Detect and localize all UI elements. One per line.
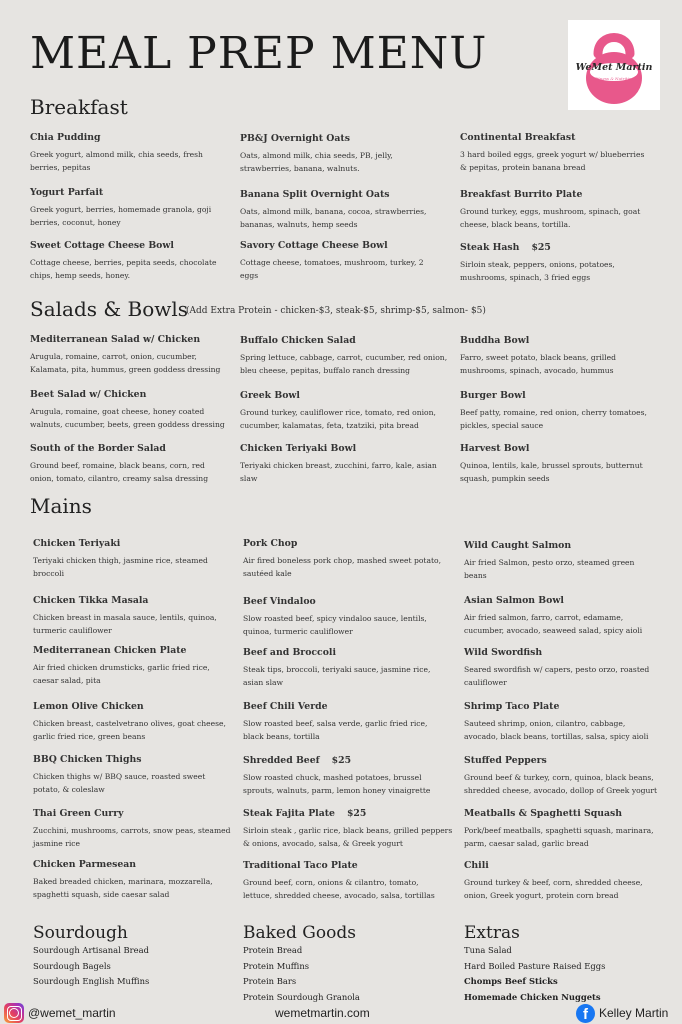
menu-item: Chicken Teriyaki Teriyaki chicken thigh, jasmine rice, steamed broccoli — [33, 538, 208, 578]
page-title: MEAL PREP MENU — [30, 28, 488, 79]
list-item: Protein Muffins — [243, 960, 310, 971]
menu-item: Breakfast Burrito Plate Ground turkey, eggs, mushroom, spinach, goat cheese, black beans, tortilla. — [460, 189, 641, 229]
menu-item: Chia Pudding Greek yogurt, almond milk, chia seeds, fresh berries, pepitas — [30, 132, 203, 172]
section-title-baked-goods: Baked Goods — [243, 923, 356, 943]
instagram-handle[interactable]: @wemet_martin — [4, 1003, 116, 1023]
menu-item: Chicken Teriyaki Bowl Teriyaki chicken breast, zucchini, farro, kale, asian slaw — [240, 443, 437, 483]
menu-item: Chili Ground turkey & beef, corn, shredded cheese, onion, Greek yogurt, protein corn bread — [464, 860, 643, 900]
menu-item: Chicken Parmesean Baked breaded chicken, marinara, mozzarella, spaghetti squash, side caesar salad — [33, 859, 213, 899]
menu-item: Pork Chop Air fired boneless pork chop, mashed sweet potato, sautéed kale — [243, 538, 442, 578]
menu-item: Buffalo Chicken Salad Spring lettuce, cabbage, carrot, cucumber, red onion, bleu cheese, pepitas, buffalo ranch dressing — [240, 335, 448, 375]
menu-item: Continental Breakfast 3 hard boiled eggs, greek yogurt w/ blueberries & pepitas, protein banana bread — [460, 132, 645, 172]
menu-item: Sweet Cottage Cheese Bowl Cottage cheese, berries, pepita seeds, chocolate chips, hemp seeds, honey. — [30, 240, 217, 280]
menu-item: Traditional Taco Plate Ground beef, corn, onions & cilantro, tomato, lettuce, shredded cheese, avocado, salsa, tortillas — [243, 860, 435, 900]
logo — [568, 20, 660, 110]
facebook-icon: f — [576, 1004, 595, 1023]
extra-protein-note: (Add Extra Protein - chicken-$3, steak-$5, shrimp-$5, salmon- $5) — [186, 306, 486, 316]
list-item: Protein Bread — [243, 945, 303, 955]
menu-item: Savory Cottage Cheese Bowl Cottage cheese, tomatoes, mushroom, turkey, 2 eggs — [240, 240, 424, 280]
menu-item: Beef Vindaloo Slow roasted beef, spicy vindaloo sauce, lentils, quinoa, turmeric cauliflower — [243, 596, 427, 636]
section-title-salads: Salads & Bowls — [30, 297, 189, 321]
logo-name: WeMet Martin — [575, 62, 653, 73]
price-badge: $25 — [331, 755, 352, 766]
menu-item: Steak Hash $25 Sirloin steak, peppers, onions, potatoes, mushrooms, spinach, 3 fried eggs — [460, 242, 615, 282]
list-item: Sourdough Bagels — [33, 960, 111, 971]
logo-tagline: Fitness & Nutrition — [594, 76, 634, 81]
menu-item: Chicken Tikka Masala Chicken breast in masala sauce, lentils, quinoa, turmeric cauliflower — [33, 595, 217, 635]
menu-item: BBQ Chicken Thighs Chicken thighs w/ BBQ sauce, roasted sweet potato, & coleslaw — [33, 754, 206, 794]
list-item: Homemade Chicken Nuggets — [464, 991, 601, 1002]
menu-item: Stuffed Peppers Ground beef & turkey, corn, quinoa, black beans, shredded cheese, avocado, dollop of Greek yogurt — [464, 755, 658, 795]
menu-item: South of the Border Salad Ground beef, romaine, black beans, corn, red onion, tomato, cilantro, creamy salsa dressing — [30, 443, 209, 483]
section-title-sourdough: Sourdough — [33, 923, 128, 943]
section-title-extras: Extras — [464, 923, 520, 943]
menu-item: Steak Fajita Plate $25 Sirloin steak , garlic rice, black beans, grilled peppers & onions, avocado, salsa, & Greek yogurt — [243, 808, 453, 848]
sourdough-section — [33, 923, 233, 990]
facebook-link[interactable]: f Kelley Martin — [576, 1003, 668, 1023]
list-item: Chomps Beef Sticks — [464, 976, 558, 986]
menu-item: Asian Salmon Bowl Air fried salmon, farro, carrot, edamame, cucumber, avocado, seaweed salad, spicy aioli — [464, 595, 643, 635]
menu-item: Burger Bowl Beef patty, romaine, red onion, cherry tomatoes, pickles, special sauce — [460, 390, 647, 430]
menu-item: Lemon Olive Chicken Chicken breast, castelvetrano olives, goat cheese, garlic fried rice, green beans — [33, 701, 226, 741]
list-item: Protein Bars — [243, 976, 297, 986]
menu-item: Beef Chili Verde Slow roasted beef, salsa verde, garlic fried rice, black beans, tortilla — [243, 701, 428, 741]
price-badge: $25 — [531, 242, 551, 253]
menu-item: Mediterranean Chicken Plate Air fried chicken drumsticks, garlic fried rice, caesar salad, pita — [33, 645, 210, 685]
menu-item: Meatballs & Spaghetti Squash Pork/beef meatballs, spaghetti squash, marinara, parm, caesar salad, garlic bread — [464, 808, 654, 848]
menu-item: Wild Caught Salmon Air fried Salmon, pesto orzo, steamed green beans — [464, 540, 635, 580]
extras-section — [464, 923, 664, 1005]
menu-item: Mediterranean Salad w/ Chicken Arugula, romaine, carrot, onion, cucumber, Kalamata, pita, hummus, green goddess dressing — [30, 334, 221, 374]
list-item: Protein Sourdough Granola — [243, 991, 360, 1002]
list-item: Sourdough Artisanal Bread — [33, 945, 149, 955]
section-title-mains: Mains — [30, 494, 92, 518]
menu-item: Beet Salad w/ Chicken Arugula, romaine, goat cheese, honey coated walnuts, cucumber, beets, green goddess dressing — [30, 389, 225, 429]
menu-item: Banana Split Overnight Oats Oats, almond milk, banana, cocoa, strawberries, bananas, walnuts, hemp seeds — [240, 189, 427, 229]
section-title-breakfast: Breakfast — [30, 95, 128, 119]
list-item: Sourdough English Muffins — [33, 976, 150, 986]
menu-item: Shredded Beef $25 Slow roasted chuck, mashed potatoes, brussel sprouts, walnuts, parm, lemon honey vinaigrette — [243, 755, 431, 795]
menu-item: Yogurt Parfait Greek yogurt, berries, homemade granola, goji berries, coconut, honey — [30, 187, 212, 227]
menu-item: Beef and Broccoli Steak tips, broccoli, teriyaki sauce, jasmine rice, asian slaw — [243, 647, 431, 687]
baked-goods-section — [243, 923, 443, 1005]
list-item: Tuna Salad — [464, 945, 512, 955]
list-item: Hard Boiled Pasture Raised Eggs — [464, 960, 606, 971]
menu-item: Shrimp Taco Plate Sauteed shrimp, onion, cilantro, cabbage, avocado, black beans, tortillas, salsa, spicy aioli — [464, 701, 649, 741]
menu-item: PB&J Overnight Oats Oats, almond milk, chia seeds, PB, jelly, strawberries, banana, walnuts. — [240, 133, 393, 173]
menu-item: Greek Bowl Ground turkey, cauliflower rice, tomato, red onion, cucumber, kalamatas, feta, tzatziki, pita bread — [240, 390, 436, 430]
instagram-icon — [4, 1003, 24, 1023]
menu-item: Harvest Bowl Quinoa, lentils, kale, brussel sprouts, butternut squash, pumpkin seeds — [460, 443, 643, 483]
menu-item: Wild Swordfish Seared swordfish w/ capers, pesto orzo, roasted cauliflower — [464, 647, 650, 687]
menu-item: Thai Green Curry Zucchini, mushrooms, carrots, snow peas, steamed jasmine rice — [33, 808, 231, 848]
price-badge: $25 — [346, 808, 367, 819]
website-link[interactable]: wemetmartin.com — [275, 1006, 370, 1020]
menu-item: Buddha Bowl Farro, sweet potato, black beans, grilled mushrooms, spinach, avocado, hummus — [460, 335, 616, 375]
